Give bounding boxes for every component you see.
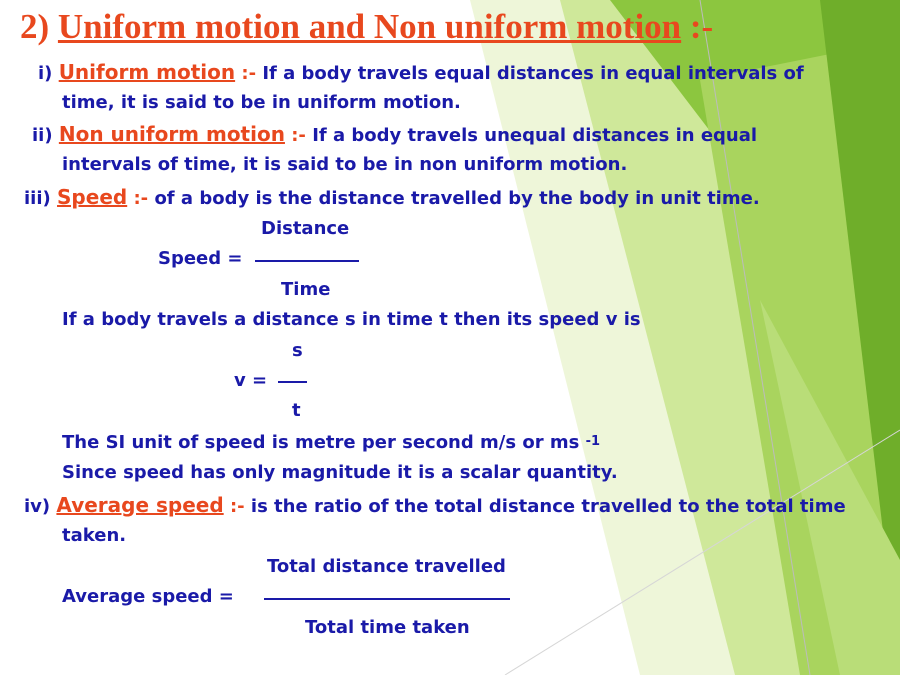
v-formula-lhs: v = — [234, 370, 268, 391]
speed-formula-denominator: Time — [281, 279, 331, 300]
avg-fraction-bar — [264, 598, 510, 600]
speed-sentence: If a body travels a distance s in time t then its speed v is — [62, 309, 641, 330]
speed-fraction-bar — [255, 260, 359, 262]
item-uniform-motion: i) Uniform motion :- If a body travels equal distances in equal intervals of — [38, 60, 804, 84]
item-non-uniform-motion-cont: intervals of time, it is said to be in non uniform motion. — [62, 154, 628, 175]
slide-title: 2) Uniform motion and Non uniform motion :- — [20, 7, 714, 46]
avg-formula-numerator: Total distance travelled — [267, 556, 506, 577]
v-fraction-bar — [278, 381, 307, 383]
v-formula-numerator: s — [292, 340, 303, 361]
si-unit-line: The SI unit of speed is metre per second m/s or ms $^{-1}$ — [62, 432, 601, 453]
item-average-speed-cont: taken. — [62, 525, 127, 546]
speed-formula-numerator: Distance — [261, 218, 350, 239]
avg-formula-lhs: Average speed = — [62, 586, 234, 607]
speed-formula-lhs: Speed = — [158, 248, 243, 269]
item-speed: iii) Speed :- of a body is the distance travelled by the body in unit time. — [24, 185, 760, 209]
v-formula-denominator: t — [292, 400, 301, 421]
scalar-note: Since speed has only magnitude it is a scalar quantity. — [62, 462, 618, 483]
avg-formula-denominator: Total time taken — [305, 617, 470, 638]
item-uniform-motion-cont: time, it is said to be in uniform motion. — [62, 92, 461, 113]
item-average-speed: iv) Average speed :- is the ratio of the total distance travelled to the total time — [24, 493, 846, 517]
item-non-uniform-motion: ii) Non uniform motion :- If a body travels unequal distances in equal — [32, 122, 758, 146]
